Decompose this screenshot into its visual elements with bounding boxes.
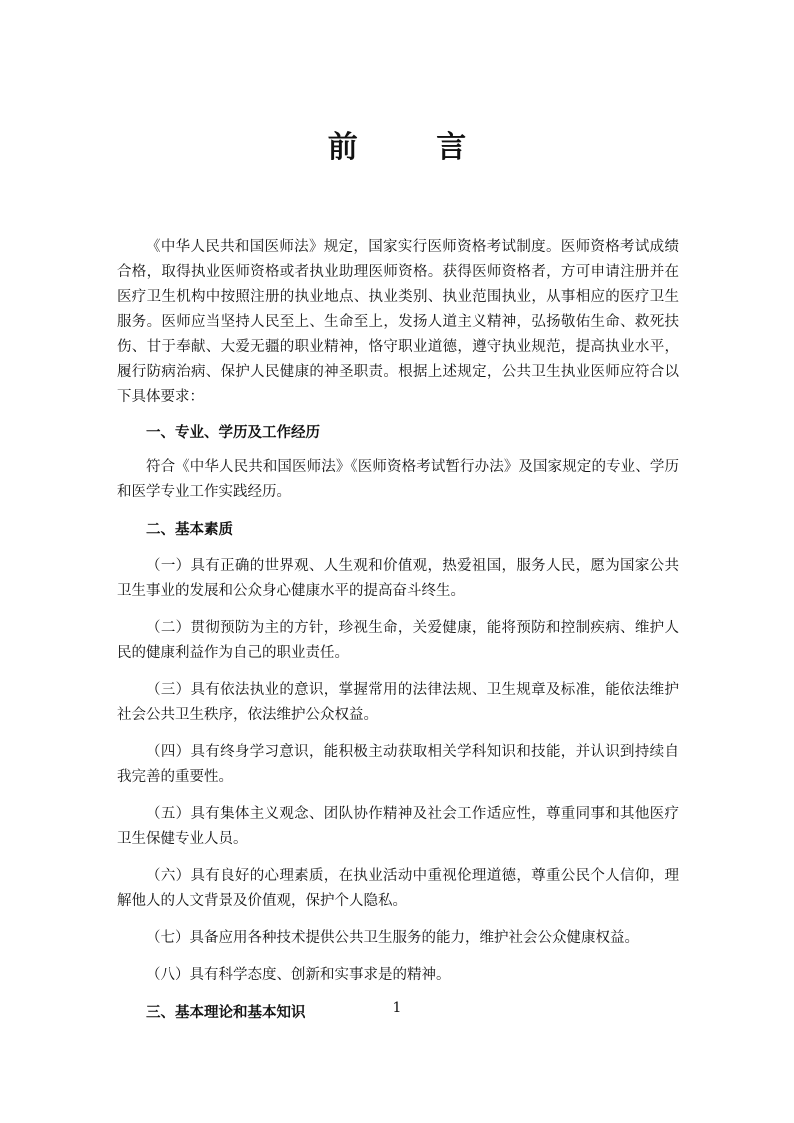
basic-quality-item-1: （一）具有正确的世界观、人生观和价值观，热爱祖国，服务人民，愿为国家公共卫生事业的发展和公众身心健康水平的提高奋斗终生。 — [117, 558, 679, 599]
section-1-paragraph: 符合《中华人民共和国医师法》《医师资格考试暂行办法》及国家规定的专业、学历和医学专业工作实践经历。 — [117, 459, 679, 500]
section-heading-2: 二、基本素质 — [146, 521, 233, 538]
basic-quality-item-3: （三）具有依法执业的意识，掌握常用的法律法规、卫生规章及标准，能依法维护社会公共卫生秩序，依法维护公众权益。 — [117, 682, 679, 723]
basic-quality-item-6: （六）具有良好的心理素质，在执业活动中重视伦理道德，尊重公民个人信仰，理解他人的人文背景及价值观，保护个人隐私。 — [117, 868, 679, 909]
section-heading-1: 一、专业、学历及工作经历 — [146, 424, 320, 441]
basic-quality-item-2: （二）贯彻预防为主的方针，珍视生命，关爱健康，能将预防和控制疾病、维护人民的健康利益作为自己的职业责任。 — [117, 620, 679, 661]
page-title: 前 言 — [327, 130, 501, 165]
document-body — [117, 235, 679, 1025]
intro-paragraph: 《中华人民共和国医师法》规定，国家实行医师资格考试制度。医师资格考试成绩合格，取得执业医师资格或者执业助理医师资格。获得医师资格者，方可申请注册并在医疗卫生机构中按照注册的执业地点、执业类别、执业范围执业，从事相应的医疗卫生服务。医师应当坚持人民至上、生命至上，发扬人道主义精神，弘扬敬佑生命、救死扶伤、甘于奉献、大爱无疆的职业精神，恪守职业道德，遵守执业规范，提高执业水平，履行防病治病、保护人民健康的神圣职责。根据上述规定，公共卫生执业医师应符合以下具体要求： — [117, 239, 679, 405]
basic-quality-item-4: （四）具有终身学习意识，能积极主动获取相关学科知识和技能，并认识到持续自我完善的重要性。 — [117, 744, 679, 785]
basic-quality-item-8: （八）具有科学态度、创新和实事求是的精神。 — [146, 967, 451, 983]
page-number: 1 — [392, 1000, 402, 1016]
section-heading-3: 三、基本理论和基本知识 — [146, 1004, 306, 1021]
basic-quality-item-5: （五）具有集体主义观念、团队协作精神及社会工作适应性，尊重同事和其他医疗卫生保健专业人员。 — [117, 806, 679, 847]
basic-quality-item-7: （七）具备应用各种技术提供公共卫生服务的能力，维护社会公众健康权益。 — [146, 930, 639, 946]
